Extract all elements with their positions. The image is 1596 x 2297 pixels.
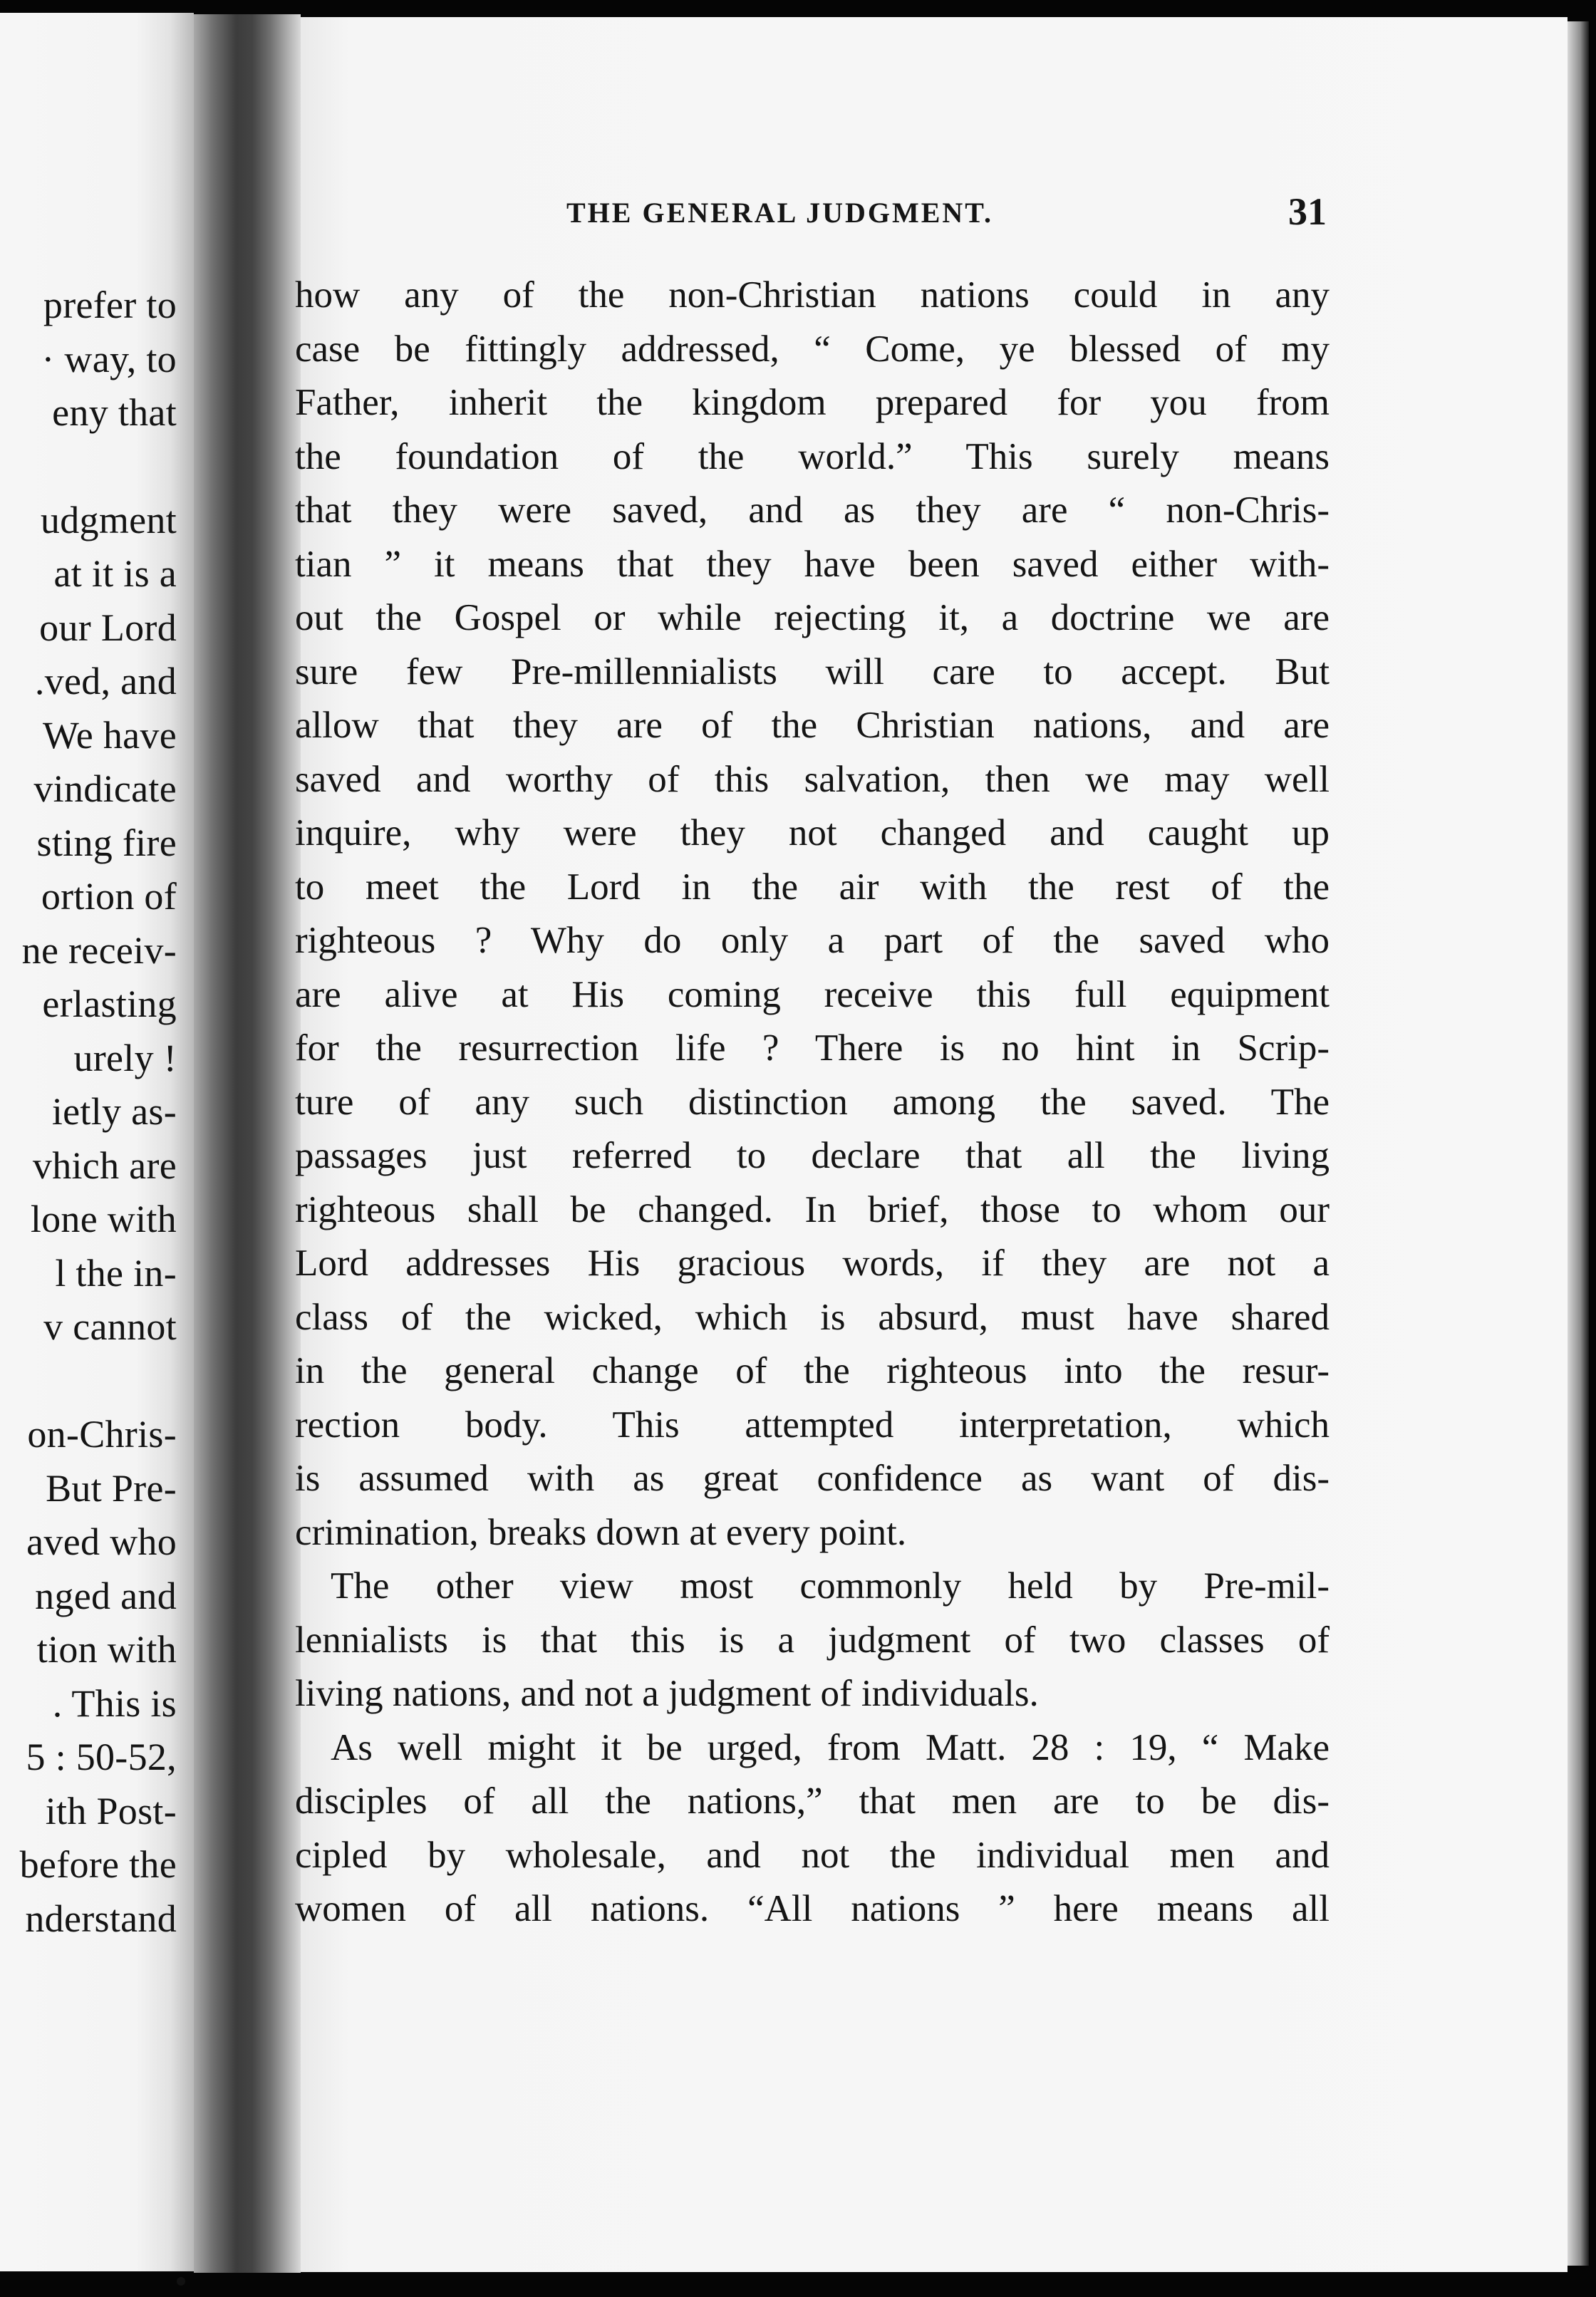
text-line: ture of any such distinction among the saved. The <box>295 1081 1330 1123</box>
text-line: the foundation of the world.” This surely means <box>295 435 1330 477</box>
text-line: inquire, why were they not changed and caught up <box>295 812 1330 854</box>
left-page-line: We have <box>42 714 177 757</box>
text-line: passages just referred to declare that all the living <box>295 1135 1330 1176</box>
text-line: case be fittingly addressed, “ Come, ye blessed of my <box>295 328 1330 370</box>
text-line: The other view most commonly held by Pre-mil- <box>331 1565 1330 1607</box>
left-page-line: ietly as- <box>51 1090 177 1133</box>
text-line: women of all nations. “All nations ” here means all <box>295 1888 1330 1929</box>
text-line: allow that they are of the Christian nations, and are <box>295 705 1330 746</box>
text-line: class of the wicked, which is absurd, must have shared <box>295 1296 1330 1338</box>
left-page-line: tion with <box>36 1628 177 1671</box>
left-page-line: before the <box>19 1843 177 1886</box>
left-page-line: vhich are <box>32 1144 177 1187</box>
text-line: living nations, and not a judgment of individuals. <box>295 1673 1039 1714</box>
left-page-line: eny that <box>52 391 177 434</box>
text-line: crimination, breaks down at every point. <box>295 1511 907 1553</box>
text-line: righteous ? Why do only a part of the saved who <box>295 920 1330 961</box>
text-line: cipled by wholesale, and not the individual men and <box>295 1834 1330 1876</box>
left-page-line: sting fire <box>36 821 177 864</box>
text-line: that they were saved, and as they are “ non-Chris- <box>295 489 1330 531</box>
left-page-line: v cannot <box>43 1305 177 1348</box>
left-page-line: at it is a <box>53 552 177 595</box>
text-line: Father, inherit the kingdom prepared for you from <box>295 382 1330 423</box>
left-page-line: urely ! <box>73 1037 177 1079</box>
text-line: how any of the non-Christian nations could in any <box>295 274 1330 316</box>
text-line: out the Gospel or while rejecting it, a doctrine we are <box>295 597 1330 638</box>
left-page-line: our Lord <box>39 606 177 649</box>
scan-speck <box>177 2277 185 2286</box>
text-line: is assumed with as great confidence as want of dis- <box>295 1458 1330 1499</box>
book-gutter-shadow <box>194 14 301 2273</box>
text-line: Lord addresses His gracious words, if they are not a <box>295 1243 1330 1284</box>
left-page-line: ne receiv- <box>21 929 177 972</box>
text-line: to meet the Lord in the air with the rest of the <box>295 866 1330 908</box>
left-page-line: vindicate <box>33 767 177 810</box>
text-line: disciples of all the nations,” that men are to be dis- <box>295 1780 1330 1822</box>
left-page-line: ortion of <box>41 875 177 918</box>
page-number: 31 <box>1288 190 1327 233</box>
left-page-line: on-Chris- <box>27 1413 177 1456</box>
text-line: rection body. This attempted interpretation, which <box>295 1404 1330 1446</box>
left-page-line: ith Post- <box>45 1790 177 1832</box>
left-page-line: udgment <box>40 499 177 541</box>
left-page-line: · way, to <box>41 338 177 380</box>
page-edge <box>1568 21 1589 2266</box>
left-page-line: nderstand <box>25 1897 177 1940</box>
left-page-line: aved who <box>26 1520 177 1563</box>
left-page-line: 5 : 50-52, <box>26 1736 177 1778</box>
left-page-line: lone with <box>30 1198 177 1240</box>
text-line: for the resurrection life ? There is no hint in Scrip- <box>295 1027 1330 1069</box>
running-head: THE GENERAL JUDGMENT. <box>566 197 993 229</box>
left-page-line: . This is <box>52 1682 177 1725</box>
left-page-line: l the in- <box>55 1252 177 1295</box>
text-line: are alive at His coming receive this full equipment <box>295 973 1330 1015</box>
text-line: sure few Pre-millennialists will care to accept. But <box>295 650 1330 693</box>
left-page-line: But Pre- <box>46 1467 177 1510</box>
left-facing-page <box>0 13 194 2271</box>
text-line: saved and worthy of this salvation, then we may well <box>295 758 1330 800</box>
text-line: lennialists is that this is a judgment of two classes of <box>295 1619 1330 1661</box>
left-page-line: prefer to <box>43 284 177 326</box>
left-page-line: .ved, and <box>34 660 177 702</box>
text-line: righteous shall be changed. In brief, those to whom our <box>295 1188 1330 1230</box>
text-line: As well might it be urged, from Matt. 28 : 19, “ Make <box>331 1726 1330 1768</box>
text-line: in the general change of the righteous into the resur- <box>295 1350 1330 1391</box>
text-line: tian ” it means that they have been saved either with- <box>295 543 1330 585</box>
left-page-line: erlasting <box>42 982 177 1025</box>
left-page-line: nged and <box>35 1575 177 1617</box>
